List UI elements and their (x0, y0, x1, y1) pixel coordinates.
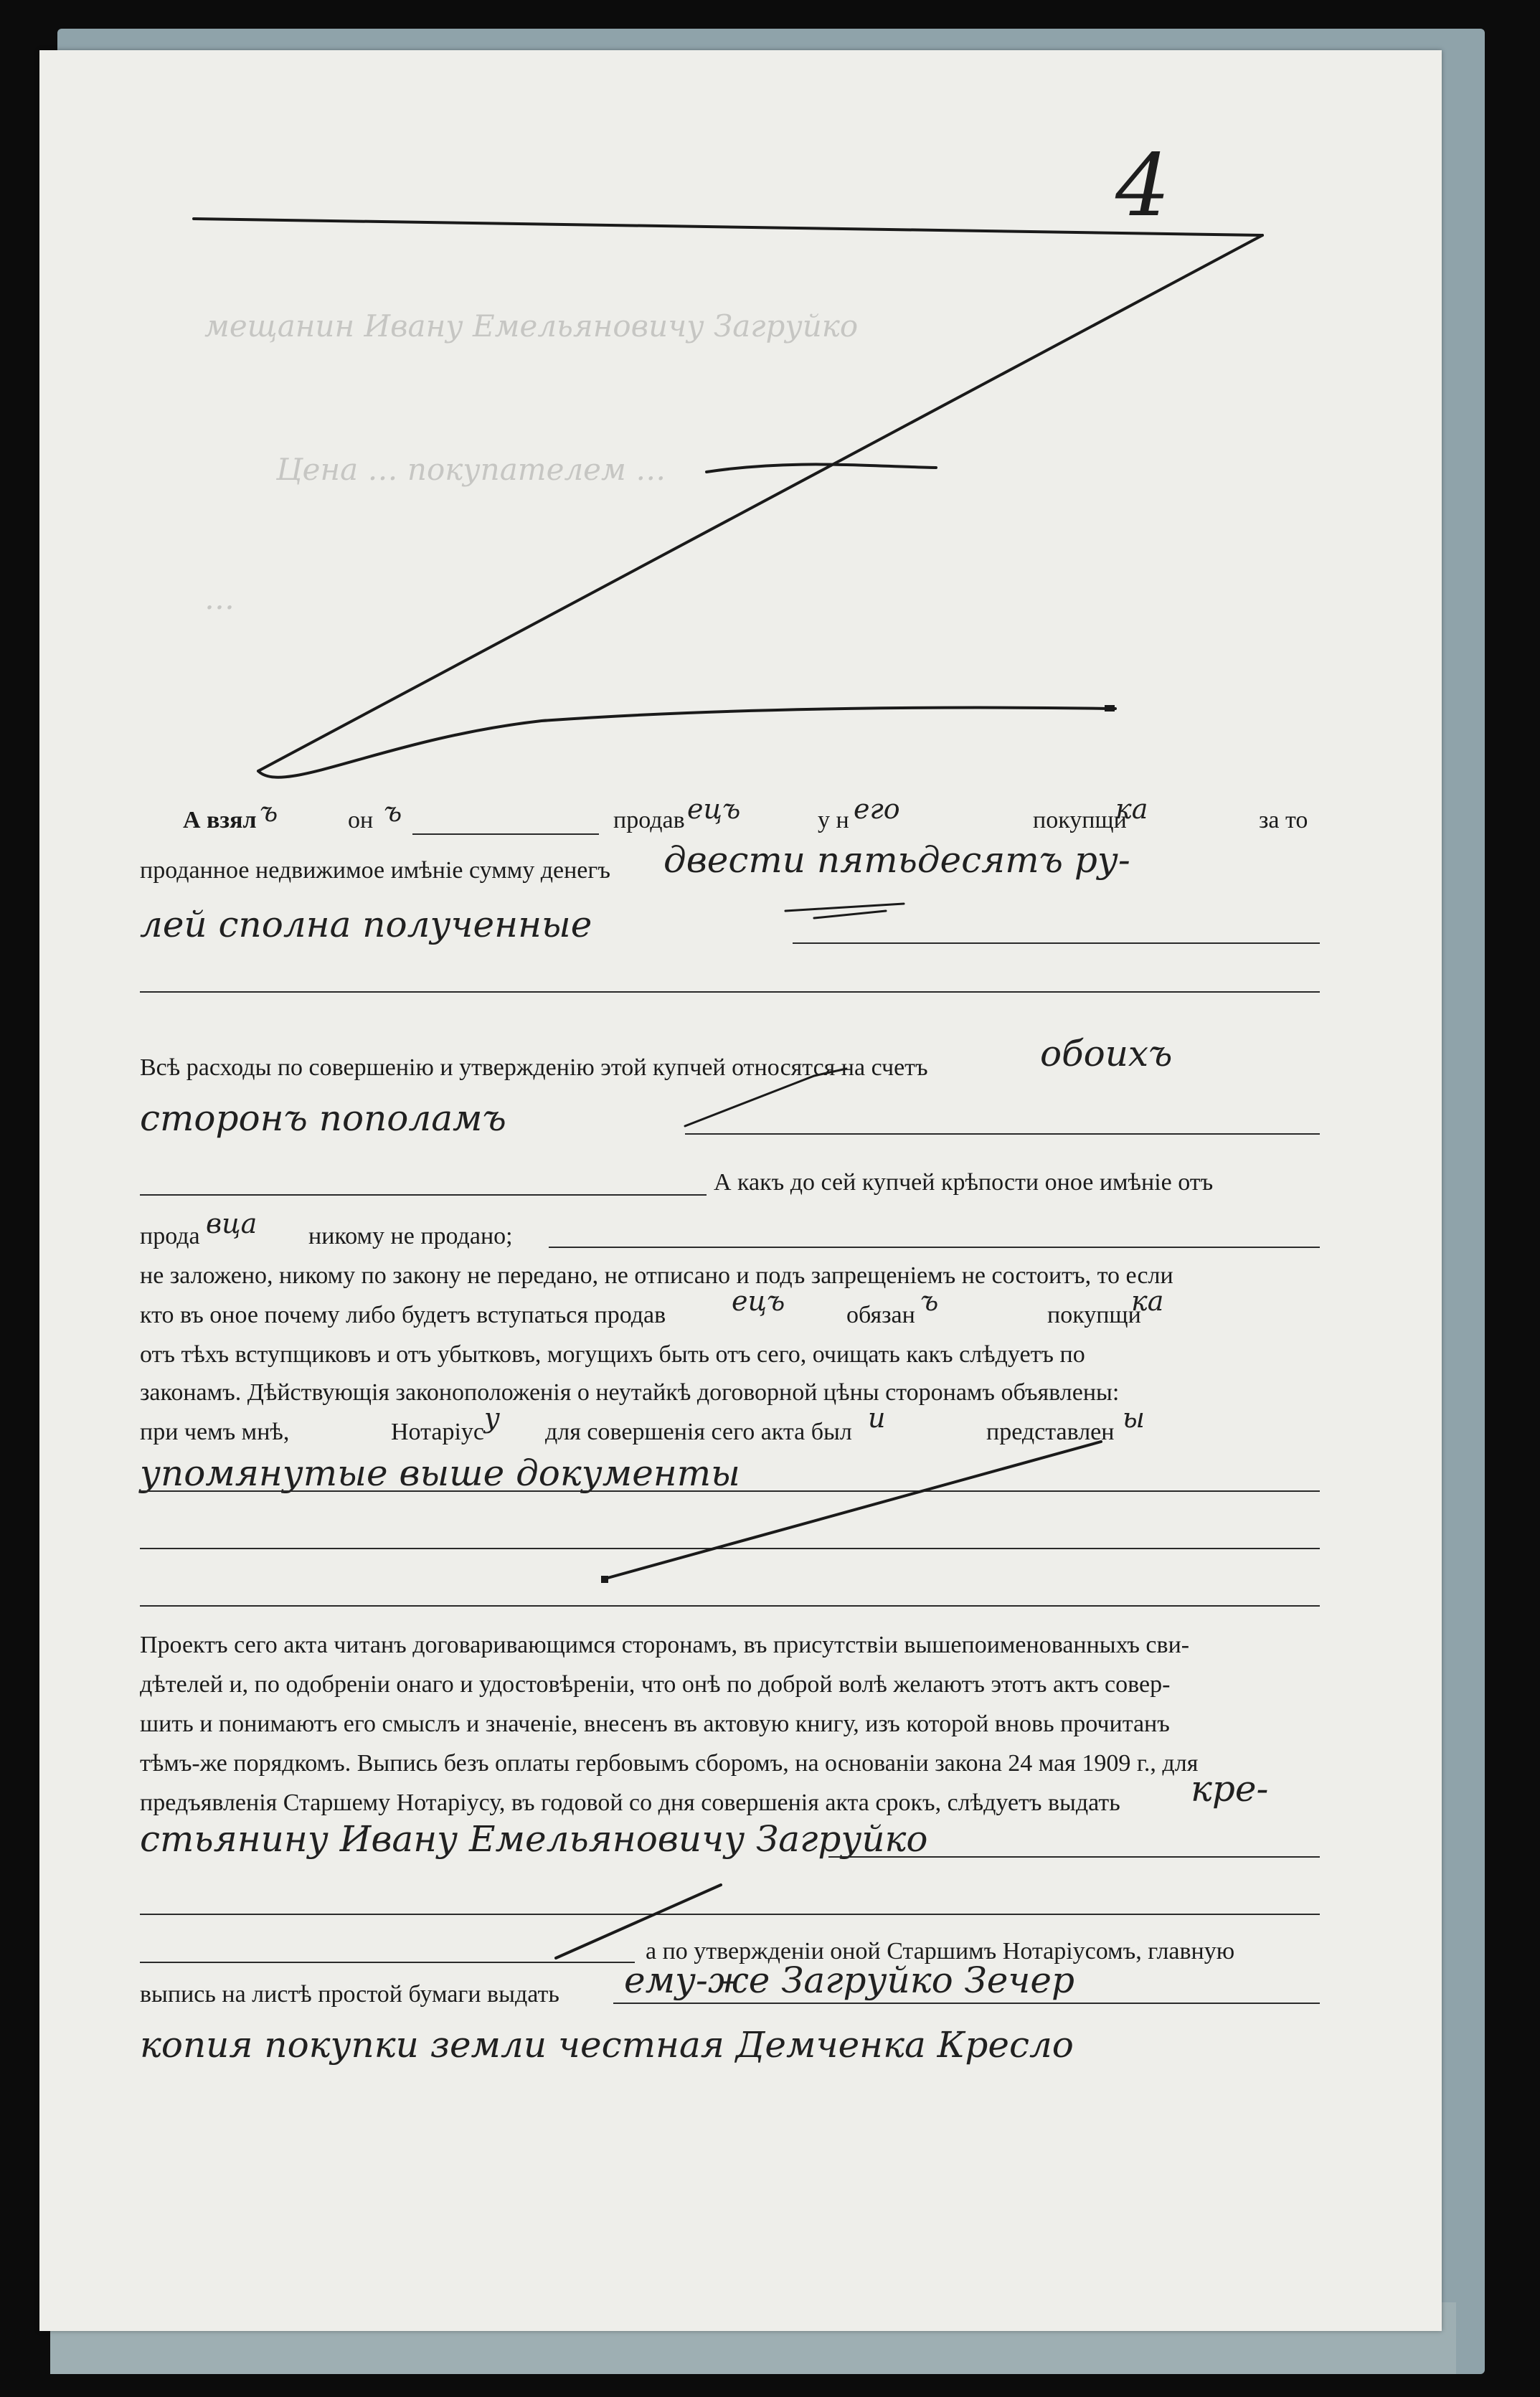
cancellation-strokes (39, 50, 1442, 2331)
handwritten-line: сторонъ пополамъ (140, 1097, 506, 1139)
printed-line: проданное недвижимое имѣніе сумму денегъ (140, 857, 610, 884)
printed-line: при чемъ мнѣ, (140, 1419, 290, 1445)
handwritten-ending: ецъ (687, 793, 741, 825)
handwritten-ending: у (484, 1402, 501, 1434)
printed-u-n: у н (818, 807, 849, 833)
handwritten-sum: двести пятьдесятъ ру- (663, 839, 1130, 881)
printed-line: не заложено, никому по закону не передано, не отписано и подъ запрещеніемъ не состоитъ, то если (140, 1262, 1173, 1289)
printed-line: а по утвержденіи оной Старшимъ Нотаріусомъ, главную (646, 1938, 1235, 1965)
printed-za-to: за то (1259, 807, 1308, 833)
printed-line: тѣмъ-же порядкомъ. Выпись безъ оплаты гербовымъ сборомъ, на основаніи закона 24 мая 1909 г., для (140, 1750, 1199, 1777)
faded-bleed-line: Цена … покупателем … (276, 452, 666, 487)
faded-bleed-line: мещанин Ивану Емельяновичу Загруйко (204, 308, 859, 344)
printed-line: предъявленія Старшему Нотаріусу, въ годовой со дня совершенія акта срокъ, слѣдуетъ выдать (140, 1790, 1120, 1816)
printed-line: покупщи (1047, 1302, 1141, 1328)
printed-line: законамъ. Дѣйствующія законоположенія о неутайкѣ договорной цѣны сторонамъ объявлены: (140, 1379, 1120, 1406)
printed-line: дѣтелей и, по одобреніи онаго и удостовѣреніи, что онѣ по доброй волѣ желаютъ этотъ актъ совер- (140, 1671, 1171, 1698)
handwritten-line: обоихъ (1040, 1033, 1173, 1074)
printed-pokupshch: покупщи (1033, 807, 1127, 833)
printed-line: кто въ оное почему либо будетъ вступаться продав (140, 1302, 666, 1328)
handwritten-line: лей сполна полученные (140, 904, 592, 945)
handwritten-ending: ъ (384, 796, 402, 828)
printed-prodav: продав (613, 807, 685, 833)
handwritten-ending: ъ (260, 796, 278, 828)
page-number: 4 (1115, 136, 1171, 236)
printed-proda: прода (140, 1223, 200, 1249)
handwritten-line: упомянутые выше документы (140, 1452, 740, 1494)
printed-line: Нотаріус (391, 1419, 485, 1445)
handwritten-ending: ы (1123, 1402, 1145, 1434)
handwritten-line: ему-же Загруйко Зечер (624, 1959, 1075, 2001)
faded-bleed-line: … (204, 581, 235, 616)
handwritten-recipient: стьянину Ивану Емельяновичу Загруйко (140, 1818, 928, 1860)
printed-line: выпись на листѣ простой бумаги выдать (140, 1981, 559, 2008)
printed-a-vzyal: А взял (183, 807, 257, 833)
handwritten-ending: ъ (920, 1285, 939, 1317)
printed-line: обязан (846, 1302, 915, 1328)
printed-line: представлен (986, 1419, 1115, 1445)
printed-line: отъ тѣхъ вступщиковъ и отъ убытковъ, могущихъ быть отъ сего, очищать какъ слѣдуетъ по (140, 1341, 1085, 1368)
handwritten-ending: ка (1131, 1285, 1164, 1317)
handwritten-ending: его (854, 793, 900, 825)
printed-line: никому не продано; (308, 1223, 513, 1249)
handwritten-ending: ецъ (732, 1285, 785, 1317)
printed-line: Проектъ сего акта читанъ договаривающимся сторонамъ, въ присутствіи вышепоименованныхъ сви- (140, 1632, 1190, 1658)
printed-line: А какъ до сей купчей крѣпости оное имѣніе отъ (714, 1169, 1214, 1196)
document-page (39, 50, 1442, 2331)
printed-line: шить и понимаютъ его смыслъ и значеніе, внесенъ въ актовую книгу, изъ которой вновь прочитанъ (140, 1711, 1170, 1737)
handwritten-ending: ка (1115, 793, 1148, 825)
printed-on: он (348, 807, 374, 833)
handwritten-ending: вца (206, 1208, 258, 1239)
printed-line: Всѣ расходы по совершенію и утвержденію этой купчей относятся на счетъ (140, 1054, 928, 1081)
printed-line: для совершенія сего акта был (545, 1419, 852, 1445)
handwritten-ending: и (868, 1402, 886, 1434)
handwritten-line: копия покупки земли честная Демченка Кресло (140, 2024, 1074, 2066)
handwritten-line: кре- (1191, 1768, 1269, 1810)
